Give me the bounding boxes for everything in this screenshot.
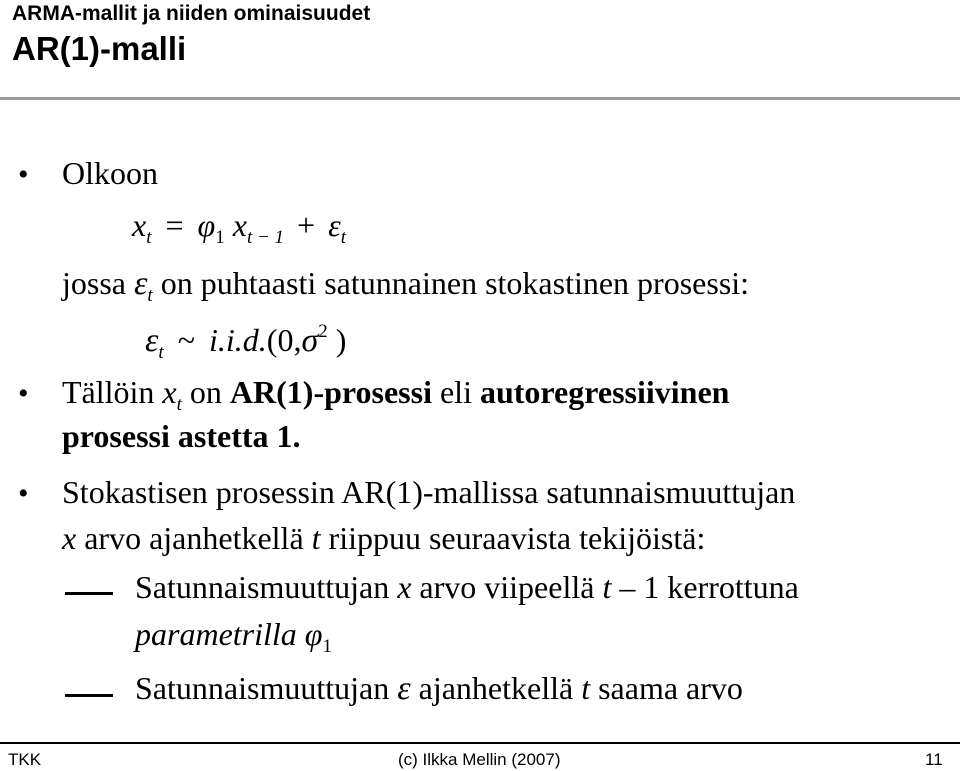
b3-arvo: arvo ajanhetkellä	[84, 520, 304, 556]
d1-phi-index: 1	[322, 636, 332, 657]
b3-x: x	[62, 520, 77, 556]
eq1-phi: φ	[197, 207, 216, 243]
d1-t: t	[602, 569, 612, 605]
eq1-x: x	[132, 207, 147, 243]
jossa-epsilon: ε	[134, 265, 148, 302]
section-subtitle: ARMA-mallit ja niiden ominaisuudet	[12, 2, 371, 25]
eq2-close: )	[335, 322, 347, 358]
d2-saama-arvo: saama arvo	[598, 670, 743, 706]
eq2-t: t	[158, 342, 164, 363]
bullet-3-line-1: Stokastisen prosessin AR(1)-mallissa satunnaismuuttujan	[62, 474, 796, 510]
eq1-equals: =	[165, 207, 184, 243]
b3-t: t	[311, 520, 321, 556]
footer-copyright: (c) Ilkka Mellin (2007)	[398, 750, 561, 769]
eq2-sigma: σ	[301, 322, 319, 359]
eq1-t2: t	[340, 227, 346, 248]
footer-divider	[0, 742, 960, 744]
bullet-2-marker: •	[18, 377, 29, 410]
eq1-t: t	[146, 227, 152, 248]
bullet-3-line-2	[62, 520, 705, 557]
bullet-1-marker: •	[18, 158, 29, 191]
eq1-epsilon: ε	[328, 207, 341, 243]
eq2-epsilon: ε	[145, 322, 159, 359]
dash-1-marker	[65, 592, 113, 595]
bullet-2-line-2: prosessi astetta 1.	[62, 418, 301, 454]
page-number: 11	[925, 750, 943, 769]
d2-ajanhetkella: ajanhetkellä	[418, 670, 574, 706]
b2-tallöin: Tällöin	[62, 374, 155, 410]
b2-autoregressiivinen: autoregressiivinen	[479, 374, 730, 410]
d1-phi: φ	[304, 616, 323, 652]
d1-parametrilla: parametrilla	[135, 616, 297, 652]
b2-t: t	[176, 394, 182, 415]
ar1-equation	[132, 207, 346, 249]
bullet-2-line-1	[62, 374, 729, 416]
iid-equation	[145, 321, 346, 364]
d2-satunnaismuuttujan: Satunnaismuuttujan	[135, 670, 390, 706]
eq1-x-lag: x	[232, 207, 247, 243]
b3-riippuu: riippuu seuraavista tekijöistä:	[328, 520, 706, 556]
eq2-tilde: ~	[177, 322, 195, 358]
d2-t: t	[581, 670, 591, 706]
d1-satunnaismuuttujan: Satunnaismuuttujan	[135, 569, 390, 605]
bullet-1-text: Olkoon	[62, 155, 158, 191]
slide-title: AR(1)-malli	[12, 30, 187, 67]
eq1-phi-index: 1	[215, 227, 225, 248]
d1-kerrottuna: – 1 kerrottuna	[619, 569, 799, 605]
jossa-t: t	[147, 285, 153, 306]
eq2-square: 2	[318, 321, 328, 342]
b2-on: on	[189, 374, 222, 410]
jossa-word: jossa	[62, 265, 126, 301]
jossa-line	[62, 265, 749, 307]
d2-epsilon: ε	[397, 670, 411, 707]
eq1-t-minus-1: t − 1	[246, 227, 285, 248]
b2-x: x	[162, 374, 177, 410]
dash-1-line-1	[135, 569, 799, 606]
dash-2-marker	[65, 694, 113, 697]
dash-2-line	[135, 670, 743, 708]
d1-x: x	[397, 569, 412, 605]
eq1-plus: +	[297, 207, 316, 243]
eq2-iid: i.i.d.	[209, 322, 267, 358]
b2-eli: eli	[439, 374, 472, 410]
d1-arvo: arvo viipeellä	[419, 569, 595, 605]
header-divider	[0, 97, 960, 100]
footer-left: TKK	[8, 750, 42, 769]
eq2-open: (0,	[266, 322, 302, 358]
dash-1-line-2	[135, 616, 332, 658]
jossa-rest: on puhtaasti satunnainen stokastinen prosessi:	[160, 265, 750, 301]
b2-ar1-prosessi: AR(1)-prosessi	[229, 374, 432, 410]
bullet-3-marker: •	[18, 477, 29, 510]
